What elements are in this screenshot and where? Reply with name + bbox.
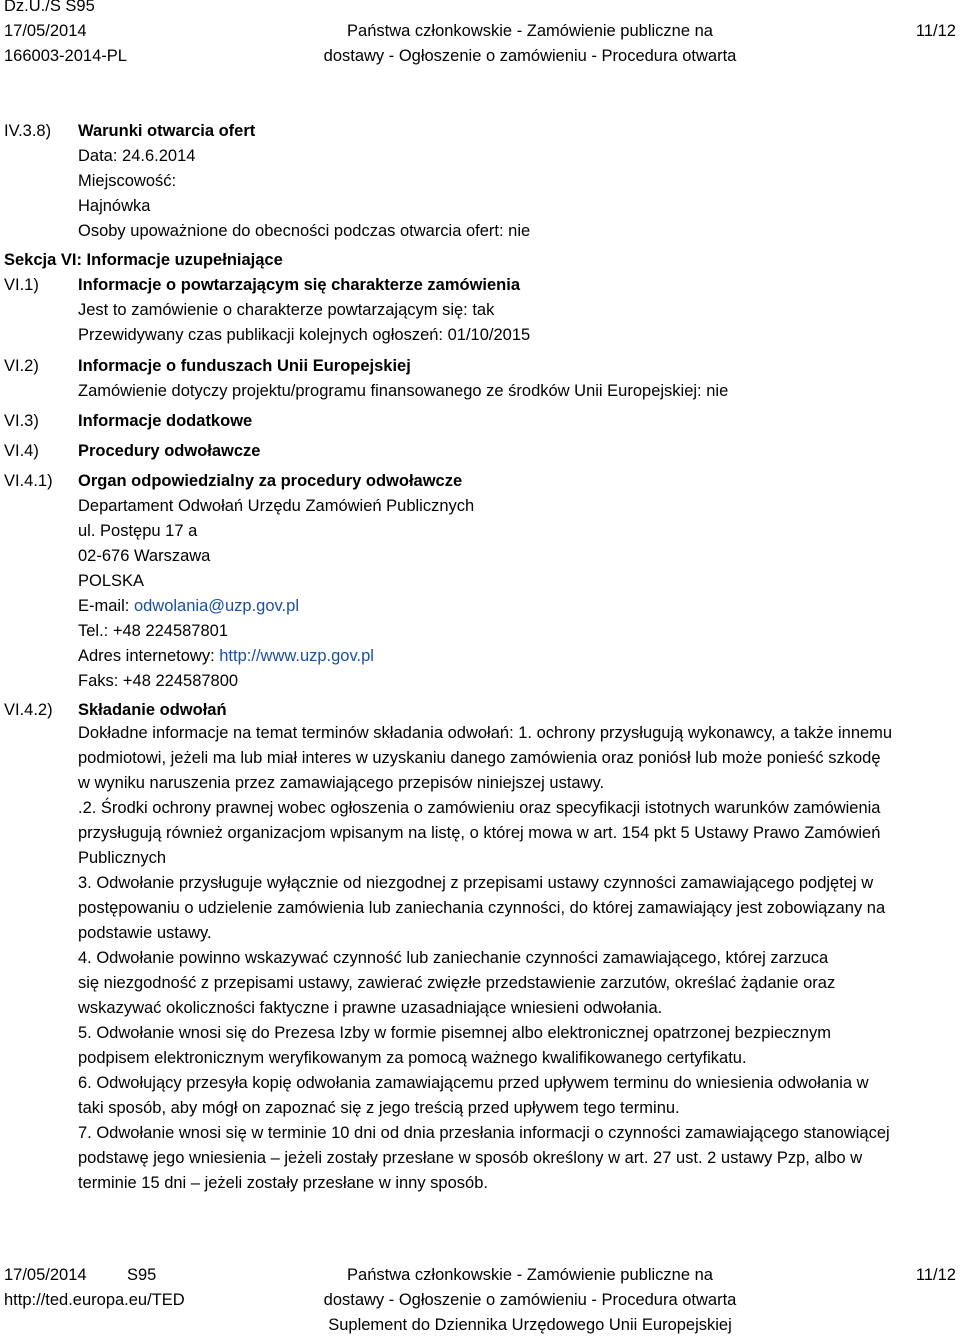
appeal-text-line: .2. Środki ochrony prawnej wobec ogłoszenia o zamówieniu oraz specyfikacji istotnych warunków zamówienia [78,799,881,817]
appeal-text-line: się niezgodność z przepisami ustawy, zawierać zwięzłe przedstawienie zarzutów, określać żądanie oraz [78,974,836,992]
appeal-text-line: postępowaniu o udzielenie zamówienia lub zaniechania czynności, do której zamawiający jest zobowiązany na [78,899,886,917]
appeal-text-line: 5. Odwołanie wnosi się do Prezesa Izby w formie pisemnej albo elektronicznej opatrzonej bezpiecznym [78,1024,831,1042]
appeal-text-line: 4. Odwołanie powinno wskazywać czynność lub zaniechanie czynności zamawiającego, której zarzuca [78,949,829,967]
phone: Tel.: +48 224587801 [78,622,229,640]
appeal-text-line: podstawie ustawy. [78,924,212,942]
appeal-text-line: 7. Odwołanie wnosi się w terminie 10 dni od dnia przesłania informacji o czynności zamawiającego stanowiącej [78,1124,890,1142]
footer-url: http://ted.europa.eu/TED [4,1291,185,1309]
appeal-text-line: taki sposób, aby mógł on zapoznać się z jego treścią przed upływem tego terminu. [78,1099,680,1117]
section-vi-title: Sekcja VI: Informacje uzupełniające [4,251,283,269]
website-link[interactable]: http://www.uzp.gov.pl [219,647,374,665]
street-address: ul. Postępu 17 a [78,522,198,540]
header-page-number: 11/12 [915,22,956,40]
appeal-text-line: 6. Odwołujący przesyła kopię odwołania zamawiającemu przed upływem terminu do wniesienia odwołania w [78,1074,869,1092]
footer-supplement: Suplement do Dziennika Urzędowego Unii Europejskiej [328,1316,732,1334]
next-publication-line: Przewidywany czas publikacji kolejnych ogłoszeń: 01/10/2015 [78,326,531,344]
section-title: Informacje o powtarzającym się charakterze zamówienia [78,276,521,294]
footer-date: 17/05/2014 [4,1266,87,1284]
section-number: IV.3.8) [4,122,52,140]
country: POLSKA [78,572,145,590]
appeal-text-line: Dokładne informacje na temat terminów składania odwołań: 1. ochrony przysługują wykonawcy, a także innemu [78,724,893,742]
place-value: Hajnówka [78,197,151,215]
header-journal-ref: Dz.U./S S95 [4,0,95,15]
city: 02-676 Warszawa [78,547,211,565]
appeal-text-line: przysługują również organizacjom wpisanym na listę, o której mowa w art. 154 pkt 5 Ustawy Prawo Zamówień [78,824,881,842]
email-line [78,594,299,619]
appeal-text-line: podpisem elektronicznym weryfikowanym za pomocą ważnego kwalifikowanego certyfikatu. [78,1049,747,1067]
section-title: Składanie odwołań [78,701,227,719]
header-title-line1: Państwa członkowskie - Zamówienie publiczne na [347,22,713,40]
recurring-line: Jest to zamówienie o charakterze powtarzającym się: tak [78,301,495,319]
email-label: E-mail: [78,597,130,615]
footer-page-number: 11/12 [915,1266,956,1284]
section-number: VI.4.1) [4,472,53,490]
appeal-text-line: podmiotowi, jeżeli ma lub miał interes w uzyskaniu danego zamówienia oraz poniósł lub może ponieść szkodę [78,749,881,767]
appeal-text-line: wskazywać okoliczności faktyczne i prawne uzasadniające wniesieni odwołania. [78,999,663,1017]
section-title: Informacje dodatkowe [78,412,253,430]
section-title: Informacje o funduszach Unii Europejskiej [78,357,411,375]
place-label: Miejscowość: [78,172,177,190]
appeal-text-line: podstawę jego wniesienia – jeżeli zostały przesłane w sposób określony w art. 27 ust. 2 ustawy Pzp, albo w [78,1149,863,1167]
organisation-name: Departament Odwołań Urzędu Zamówień Publicznych [78,497,475,515]
section-title: Organ odpowiedzialny za procedury odwoławcze [78,472,463,490]
email-link[interactable]: odwolania@uzp.gov.pl [133,597,299,615]
website-line [78,644,374,669]
section-title: Warunki otwarcia ofert [78,122,256,140]
eu-funds-line: Zamówienie dotyczy projektu/programu finansowanego ze środków Unii Europejskiej: nie [78,382,729,400]
header-notice-id: 166003-2014-PL [4,47,127,65]
appeal-text-line: 3. Odwołanie przysługuje wyłącznie od niezgodnej z przepisami ustawy czynności zamawiającego podjętej w [78,874,874,892]
appeal-text-line: terminie 15 dni – jeżeli zostały przesłane w inny sposób. [78,1174,488,1192]
appeal-text-line: w wyniku naruszenia przez zamawiającego przepisów niniejszej ustawy. [78,774,605,792]
footer-title-line2: dostawy - Ogłoszenie o zamówieniu - Procedura otwarta [323,1291,737,1309]
section-number: VI.3) [4,412,39,430]
section-number: VI.2) [4,357,39,375]
footer-title-line1: Państwa członkowskie - Zamówienie publiczne na [347,1266,713,1284]
opening-date: Data: 24.6.2014 [78,147,196,165]
section-title: Procedury odwoławcze [78,442,261,460]
section-number: VI.4.2) [4,701,53,719]
appeal-text-line: Publicznych [78,849,167,867]
section-number: VI.4) [4,442,39,460]
header-title-line2: dostawy - Ogłoszenie o zamówieniu - Procedura otwarta [323,47,737,65]
section-number: VI.1) [4,276,39,294]
footer-series: S95 [127,1266,157,1284]
authorised-persons: Osoby upoważnione do obecności podczas otwarcia ofert: nie [78,222,531,240]
header-date: 17/05/2014 [4,22,87,40]
fax: Faks: +48 224587800 [78,672,239,690]
website-label: Adres internetowy: [78,647,215,665]
